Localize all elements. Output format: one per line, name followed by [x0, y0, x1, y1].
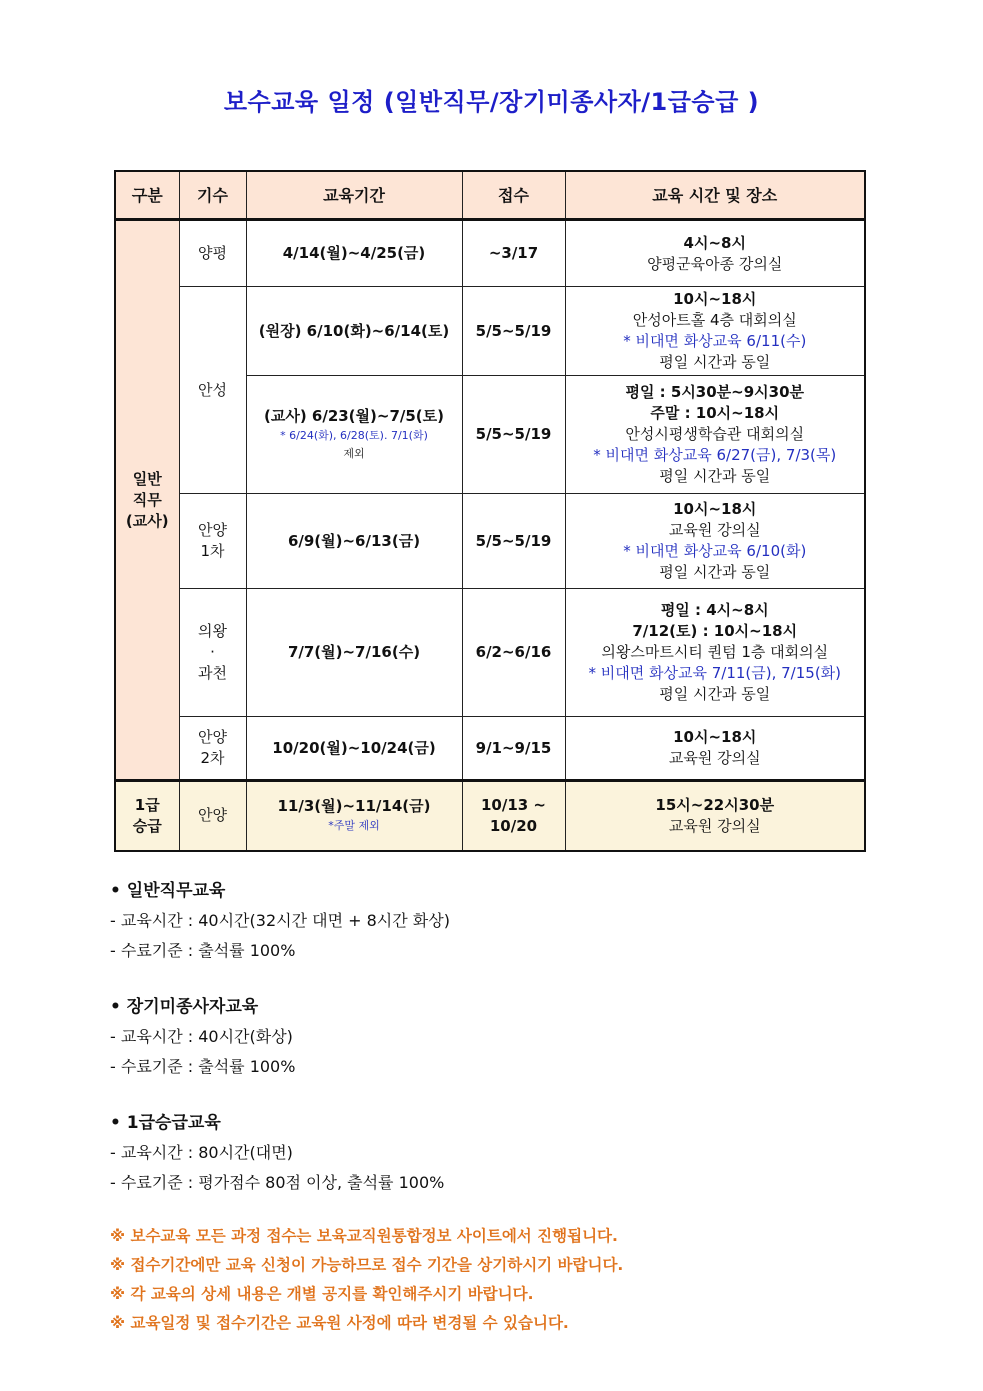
notice-item: ※ 교육일정 및 접수기간은 교육원 사정에 따라 변경될 수 있습니다. — [110, 1314, 569, 1332]
notice-item: ※ 각 교육의 상세 내용은 개별 공지를 확인해주시기 바랍니다. — [110, 1285, 534, 1303]
reception-cell: 10/13 ~ 10/20 — [462, 781, 565, 851]
session-cell: 안성 — [179, 287, 246, 494]
table-header-row — [115, 171, 865, 220]
session-cell: 안양 — [179, 781, 246, 851]
page-title: 보수교육 일정 (일반직무/장기미종사자/1급승급 ) — [223, 88, 760, 116]
session-cell: 안양 1차 — [179, 494, 246, 589]
table-row — [115, 589, 865, 717]
notice-list — [110, 1222, 910, 1338]
session-cell: 의왕 · 과천 — [179, 589, 246, 717]
category-general: 일반 직무 (교사) — [115, 220, 179, 781]
header-session: 기수 — [179, 171, 246, 220]
reception-cell: 6/2~6/16 — [462, 589, 565, 717]
schedule-table — [114, 170, 866, 852]
table-row — [115, 220, 865, 287]
table-row — [115, 287, 865, 376]
period-cell: (원장) 6/10(화)~6/14(토) — [246, 287, 462, 376]
table-row — [115, 494, 865, 589]
place-cell: 10시~18시 안성아트홀 4층 대회의실 * 비대면 화상교육 6/11(수) 평일 시간과 동일 — [565, 287, 865, 376]
section-item: 수료기준 : 평가점수 80점 이상, 출석률 100% — [120, 1173, 445, 1192]
reception-cell: 5/5~5/19 — [462, 287, 565, 376]
table-row — [115, 717, 865, 781]
place-cell: 평일 : 5시30분~9시30분 주말 : 10시~18시 안성시평생학습관 대회의실 * 비대면 화상교육 6/27(금), 7/3(목) 평일 시간과 동일 — [565, 376, 865, 494]
section-item: 교육시간 : 40시간(32시간 대면 + 8시간 화상) — [120, 911, 450, 930]
reception-cell: 5/5~5/19 — [462, 494, 565, 589]
period-cell: 10/20(월)~10/24(금) — [246, 717, 462, 781]
notice-item: ※ 접수기간에만 교육 신청이 가능하므로 접수 기간을 상기하시기 바랍니다. — [110, 1256, 624, 1274]
period-cell: (교사) 6/23(월)~7/5(토) * 6/24(화), 6/28(토). 7/1(화) 제외 — [246, 376, 462, 494]
reception-cell: 9/1~9/15 — [462, 717, 565, 781]
header-reception: 접수 — [462, 171, 565, 220]
section-title: 장기미종사자교육 — [126, 997, 259, 1017]
section-item: 교육시간 : 80시간(대면) — [120, 1143, 293, 1162]
period-cell: 7/7(월)~7/16(수) — [246, 589, 462, 717]
place-cell: 평일 : 4시~8시 7/12(토) : 10시~18시 의왕스마트시티 퀀텀 1층 대회의실 * 비대면 화상교육 7/11(금), 7/15(화) 평일 시간과 동일 — [565, 589, 865, 717]
section-long-term: • 장기미종사자교육 - 교육시간 : 40시간(화상) - 수료기준 : 출석률 100% — [110, 997, 296, 1076]
period-cell: 4/14(월)~4/25(금) — [246, 220, 462, 287]
section-grade1: • 1급승급교육 - 교육시간 : 80시간(대면) - 수료기준 : 평가점수 80점 이상, 출석률 100% — [110, 1113, 445, 1192]
period-cell: 6/9(월)~6/13(금) — [246, 494, 462, 589]
section-item: 교육시간 : 40시간(화상) — [120, 1027, 293, 1046]
session-cell: 양평 — [179, 220, 246, 287]
notice-item: ※ 보수교육 모든 과정 접수는 보육교직원통합정보 사이트에서 진행됩니다. — [110, 1227, 618, 1245]
header-time-place: 교육 시간 및 장소 — [565, 171, 865, 220]
section-title: 일반직무교육 — [126, 881, 226, 901]
reception-cell: 5/5~5/19 — [462, 376, 565, 494]
reception-cell: ~3/17 — [462, 220, 565, 287]
category-grade1: 1급 승급 — [115, 781, 179, 851]
header-category: 구분 — [115, 171, 179, 220]
table-row — [115, 781, 865, 851]
section-title: 1급승급교육 — [126, 1113, 221, 1133]
header-period: 교육기간 — [246, 171, 462, 220]
section-general: • 일반직무교육 - 교육시간 : 40시간(32시간 대면 + 8시간 화상) - 수료기준 : 출석률 100% — [110, 881, 450, 960]
period-cell: 11/3(월)~11/14(금) *주말 제외 — [246, 781, 462, 851]
course-info — [110, 876, 890, 1224]
session-cell: 안양 2차 — [179, 717, 246, 781]
place-cell: 15시~22시30분 교육원 강의실 — [565, 781, 865, 851]
section-item: 수료기준 : 출석률 100% — [120, 941, 296, 960]
section-item: 수료기준 : 출석률 100% — [120, 1057, 296, 1076]
place-cell: 4시~8시 양평군육아종 강의실 — [565, 220, 865, 287]
place-cell: 10시~18시 교육원 강의실 — [565, 717, 865, 781]
place-cell: 10시~18시 교육원 강의실 * 비대면 화상교육 6/10(화) 평일 시간과 동일 — [565, 494, 865, 589]
